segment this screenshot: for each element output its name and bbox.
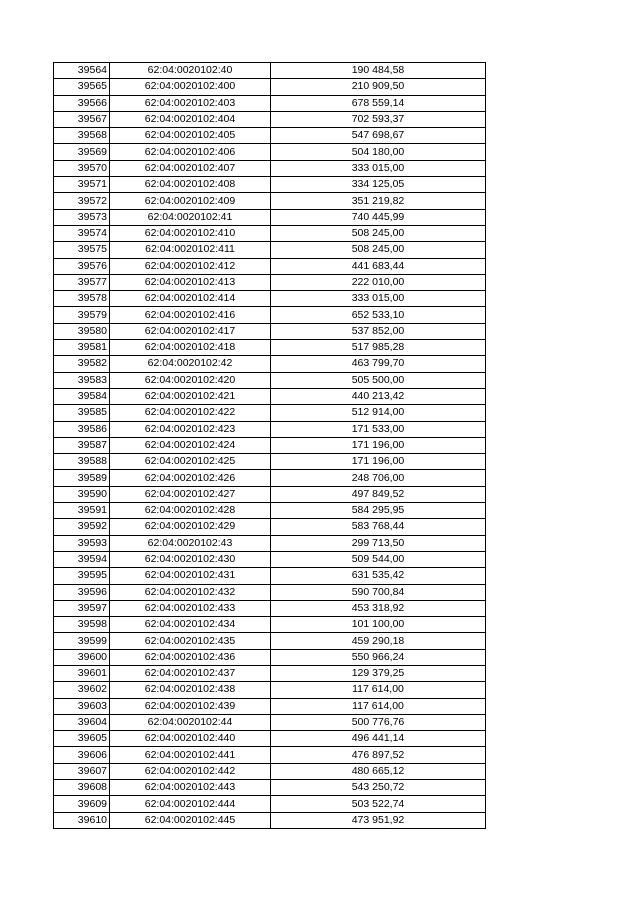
cadastral-value-cell: 631 535,42 bbox=[271, 568, 486, 584]
cadastral-value-cell: 537 852,00 bbox=[271, 323, 486, 339]
table-row bbox=[54, 698, 486, 714]
cadastral-value-cell: 129 379,25 bbox=[271, 665, 486, 681]
row-number-cell: 39581 bbox=[54, 340, 110, 356]
cadastral-value-cell: 590 700,84 bbox=[271, 584, 486, 600]
row-number-cell: 39597 bbox=[54, 600, 110, 616]
cadastral-number-cell: 62:04:0020102:425 bbox=[110, 454, 271, 470]
cadastral-value-cell: 517 985,28 bbox=[271, 340, 486, 356]
cadastral-number-cell: 62:04:0020102:443 bbox=[110, 780, 271, 796]
cadastral-number-cell: 62:04:0020102:44 bbox=[110, 714, 271, 730]
row-number-cell: 39567 bbox=[54, 111, 110, 127]
cadastral-number-cell: 62:04:0020102:423 bbox=[110, 421, 271, 437]
cadastral-number-cell: 62:04:0020102:408 bbox=[110, 177, 271, 193]
row-number-cell: 39595 bbox=[54, 568, 110, 584]
table-row bbox=[54, 503, 486, 519]
row-number-cell: 39565 bbox=[54, 79, 110, 95]
cadastral-number-cell: 62:04:0020102:400 bbox=[110, 79, 271, 95]
row-number-cell: 39599 bbox=[54, 633, 110, 649]
cadastral-value-cell: 476 897,52 bbox=[271, 747, 486, 763]
cadastral-number-cell: 62:04:0020102:439 bbox=[110, 698, 271, 714]
table-row bbox=[54, 437, 486, 453]
cadastral-value-cell: 500 776,76 bbox=[271, 714, 486, 730]
cadastral-value-cell: 117 614,00 bbox=[271, 698, 486, 714]
cadastral-number-cell: 62:04:0020102:40 bbox=[110, 63, 271, 79]
cadastral-value-cell: 508 245,00 bbox=[271, 242, 486, 258]
table-row bbox=[54, 551, 486, 567]
table-row bbox=[54, 209, 486, 225]
row-number-cell: 39579 bbox=[54, 307, 110, 323]
cadastral-value-cell: 740 445,99 bbox=[271, 209, 486, 225]
row-number-cell: 39587 bbox=[54, 437, 110, 453]
row-number-cell: 39582 bbox=[54, 356, 110, 372]
row-number-cell: 39578 bbox=[54, 291, 110, 307]
table-row bbox=[54, 617, 486, 633]
table-row bbox=[54, 258, 486, 274]
cadastral-value-table bbox=[53, 62, 486, 829]
row-number-cell: 39607 bbox=[54, 763, 110, 779]
cadastral-value-cell: 351 219,82 bbox=[271, 193, 486, 209]
row-number-cell: 39574 bbox=[54, 225, 110, 241]
table-row bbox=[54, 780, 486, 796]
row-number-cell: 39572 bbox=[54, 193, 110, 209]
cadastral-value-cell: 496 441,14 bbox=[271, 731, 486, 747]
row-number-cell: 39571 bbox=[54, 177, 110, 193]
row-number-cell: 39576 bbox=[54, 258, 110, 274]
row-number-cell: 39583 bbox=[54, 372, 110, 388]
table-body bbox=[54, 63, 486, 829]
table-row bbox=[54, 747, 486, 763]
table-row bbox=[54, 128, 486, 144]
row-number-cell: 39608 bbox=[54, 780, 110, 796]
cadastral-value-cell: 190 484,58 bbox=[271, 63, 486, 79]
table-row bbox=[54, 225, 486, 241]
row-number-cell: 39564 bbox=[54, 63, 110, 79]
row-number-cell: 39593 bbox=[54, 535, 110, 551]
table-row bbox=[54, 584, 486, 600]
row-number-cell: 39601 bbox=[54, 665, 110, 681]
row-number-cell: 39584 bbox=[54, 388, 110, 404]
cadastral-number-cell: 62:04:0020102:409 bbox=[110, 193, 271, 209]
cadastral-value-cell: 550 966,24 bbox=[271, 649, 486, 665]
cadastral-number-cell: 62:04:0020102:426 bbox=[110, 470, 271, 486]
cadastral-number-cell: 62:04:0020102:428 bbox=[110, 503, 271, 519]
table-row bbox=[54, 340, 486, 356]
cadastral-number-cell: 62:04:0020102:422 bbox=[110, 405, 271, 421]
table-row bbox=[54, 649, 486, 665]
table-row bbox=[54, 388, 486, 404]
cadastral-number-cell: 62:04:0020102:41 bbox=[110, 209, 271, 225]
cadastral-value-cell: 480 665,12 bbox=[271, 763, 486, 779]
cadastral-number-cell: 62:04:0020102:406 bbox=[110, 144, 271, 160]
cadastral-number-cell: 62:04:0020102:412 bbox=[110, 258, 271, 274]
cadastral-value-cell: 505 500,00 bbox=[271, 372, 486, 388]
row-number-cell: 39586 bbox=[54, 421, 110, 437]
cadastral-number-cell: 62:04:0020102:417 bbox=[110, 323, 271, 339]
row-number-cell: 39602 bbox=[54, 682, 110, 698]
row-number-cell: 39600 bbox=[54, 649, 110, 665]
table-row bbox=[54, 242, 486, 258]
row-number-cell: 39577 bbox=[54, 274, 110, 290]
row-number-cell: 39590 bbox=[54, 486, 110, 502]
row-number-cell: 39588 bbox=[54, 454, 110, 470]
table-row bbox=[54, 95, 486, 111]
table-row bbox=[54, 600, 486, 616]
row-number-cell: 39596 bbox=[54, 584, 110, 600]
cadastral-value-cell: 117 614,00 bbox=[271, 682, 486, 698]
row-number-cell: 39585 bbox=[54, 405, 110, 421]
table-row bbox=[54, 177, 486, 193]
cadastral-value-cell: 503 522,74 bbox=[271, 796, 486, 812]
cadastral-value-cell: 101 100,00 bbox=[271, 617, 486, 633]
table-row bbox=[54, 421, 486, 437]
cadastral-value-cell: 334 125,05 bbox=[271, 177, 486, 193]
table-row bbox=[54, 731, 486, 747]
cadastral-number-cell: 62:04:0020102:432 bbox=[110, 584, 271, 600]
table-row bbox=[54, 665, 486, 681]
row-number-cell: 39589 bbox=[54, 470, 110, 486]
cadastral-number-cell: 62:04:0020102:437 bbox=[110, 665, 271, 681]
table-row bbox=[54, 519, 486, 535]
cadastral-value-cell: 459 290,18 bbox=[271, 633, 486, 649]
table-row bbox=[54, 274, 486, 290]
cadastral-value-cell: 299 713,50 bbox=[271, 535, 486, 551]
table-row bbox=[54, 454, 486, 470]
cadastral-value-cell: 652 533,10 bbox=[271, 307, 486, 323]
table-row bbox=[54, 372, 486, 388]
table-row bbox=[54, 323, 486, 339]
cadastral-number-cell: 62:04:0020102:43 bbox=[110, 535, 271, 551]
table-row bbox=[54, 535, 486, 551]
row-number-cell: 39598 bbox=[54, 617, 110, 633]
table-row bbox=[54, 486, 486, 502]
table-row bbox=[54, 405, 486, 421]
cadastral-number-cell: 62:04:0020102:404 bbox=[110, 111, 271, 127]
cadastral-value-cell: 504 180,00 bbox=[271, 144, 486, 160]
table-row bbox=[54, 796, 486, 812]
cadastral-number-cell: 62:04:0020102:435 bbox=[110, 633, 271, 649]
row-number-cell: 39592 bbox=[54, 519, 110, 535]
cadastral-number-cell: 62:04:0020102:444 bbox=[110, 796, 271, 812]
cadastral-value-cell: 508 245,00 bbox=[271, 225, 486, 241]
cadastral-value-cell: 171 533,00 bbox=[271, 421, 486, 437]
row-number-cell: 39570 bbox=[54, 160, 110, 176]
cadastral-value-cell: 497 849,52 bbox=[271, 486, 486, 502]
cadastral-value-cell: 584 295,95 bbox=[271, 503, 486, 519]
table-row bbox=[54, 63, 486, 79]
cadastral-number-cell: 62:04:0020102:438 bbox=[110, 682, 271, 698]
table-row bbox=[54, 714, 486, 730]
cadastral-number-cell: 62:04:0020102:418 bbox=[110, 340, 271, 356]
cadastral-number-cell: 62:04:0020102:410 bbox=[110, 225, 271, 241]
cadastral-number-cell: 62:04:0020102:420 bbox=[110, 372, 271, 388]
cadastral-value-cell: 441 683,44 bbox=[271, 258, 486, 274]
table-row bbox=[54, 193, 486, 209]
cadastral-value-cell: 512 914,00 bbox=[271, 405, 486, 421]
cadastral-value-cell: 333 015,00 bbox=[271, 160, 486, 176]
table-row bbox=[54, 144, 486, 160]
table-row bbox=[54, 356, 486, 372]
table-row bbox=[54, 763, 486, 779]
cadastral-number-cell: 62:04:0020102:440 bbox=[110, 731, 271, 747]
cadastral-number-cell: 62:04:0020102:416 bbox=[110, 307, 271, 323]
cadastral-value-cell: 248 706,00 bbox=[271, 470, 486, 486]
cadastral-value-cell: 440 213,42 bbox=[271, 388, 486, 404]
row-number-cell: 39603 bbox=[54, 698, 110, 714]
row-number-cell: 39604 bbox=[54, 714, 110, 730]
row-number-cell: 39568 bbox=[54, 128, 110, 144]
cadastral-value-cell: 583 768,44 bbox=[271, 519, 486, 535]
cadastral-number-cell: 62:04:0020102:442 bbox=[110, 763, 271, 779]
table-row bbox=[54, 568, 486, 584]
cadastral-value-cell: 463 799,70 bbox=[271, 356, 486, 372]
table-row bbox=[54, 111, 486, 127]
cadastral-number-cell: 62:04:0020102:445 bbox=[110, 812, 271, 828]
cadastral-number-cell: 62:04:0020102:441 bbox=[110, 747, 271, 763]
cadastral-number-cell: 62:04:0020102:42 bbox=[110, 356, 271, 372]
row-number-cell: 39610 bbox=[54, 812, 110, 828]
table-row bbox=[54, 812, 486, 828]
cadastral-number-cell: 62:04:0020102:431 bbox=[110, 568, 271, 584]
cadastral-number-cell: 62:04:0020102:413 bbox=[110, 274, 271, 290]
cadastral-number-cell: 62:04:0020102:429 bbox=[110, 519, 271, 535]
table-row bbox=[54, 79, 486, 95]
row-number-cell: 39591 bbox=[54, 503, 110, 519]
cadastral-value-cell: 453 318,92 bbox=[271, 600, 486, 616]
cadastral-number-cell: 62:04:0020102:421 bbox=[110, 388, 271, 404]
cadastral-number-cell: 62:04:0020102:403 bbox=[110, 95, 271, 111]
table-row bbox=[54, 160, 486, 176]
table-row bbox=[54, 470, 486, 486]
table-row bbox=[54, 633, 486, 649]
cadastral-number-cell: 62:04:0020102:427 bbox=[110, 486, 271, 502]
cadastral-value-cell: 543 250,72 bbox=[271, 780, 486, 796]
cadastral-value-cell: 547 698,67 bbox=[271, 128, 486, 144]
cadastral-number-cell: 62:04:0020102:411 bbox=[110, 242, 271, 258]
row-number-cell: 39594 bbox=[54, 551, 110, 567]
cadastral-value-cell: 473 951,92 bbox=[271, 812, 486, 828]
cadastral-number-cell: 62:04:0020102:407 bbox=[110, 160, 271, 176]
row-number-cell: 39566 bbox=[54, 95, 110, 111]
cadastral-number-cell: 62:04:0020102:433 bbox=[110, 600, 271, 616]
cadastral-value-cell: 509 544,00 bbox=[271, 551, 486, 567]
cadastral-value-cell: 222 010,00 bbox=[271, 274, 486, 290]
cadastral-value-cell: 171 196,00 bbox=[271, 454, 486, 470]
table-row bbox=[54, 291, 486, 307]
table-row bbox=[54, 307, 486, 323]
row-number-cell: 39569 bbox=[54, 144, 110, 160]
row-number-cell: 39605 bbox=[54, 731, 110, 747]
cadastral-value-cell: 210 909,50 bbox=[271, 79, 486, 95]
cadastral-value-cell: 702 593,37 bbox=[271, 111, 486, 127]
cadastral-number-cell: 62:04:0020102:424 bbox=[110, 437, 271, 453]
cadastral-number-cell: 62:04:0020102:414 bbox=[110, 291, 271, 307]
cadastral-number-cell: 62:04:0020102:436 bbox=[110, 649, 271, 665]
row-number-cell: 39573 bbox=[54, 209, 110, 225]
cadastral-value-cell: 171 196,00 bbox=[271, 437, 486, 453]
cadastral-number-cell: 62:04:0020102:405 bbox=[110, 128, 271, 144]
cadastral-number-cell: 62:04:0020102:430 bbox=[110, 551, 271, 567]
row-number-cell: 39609 bbox=[54, 796, 110, 812]
cadastral-number-cell: 62:04:0020102:434 bbox=[110, 617, 271, 633]
cadastral-value-cell: 678 559,14 bbox=[271, 95, 486, 111]
table-row bbox=[54, 682, 486, 698]
row-number-cell: 39580 bbox=[54, 323, 110, 339]
cadastral-value-cell: 333 015,00 bbox=[271, 291, 486, 307]
row-number-cell: 39606 bbox=[54, 747, 110, 763]
row-number-cell: 39575 bbox=[54, 242, 110, 258]
